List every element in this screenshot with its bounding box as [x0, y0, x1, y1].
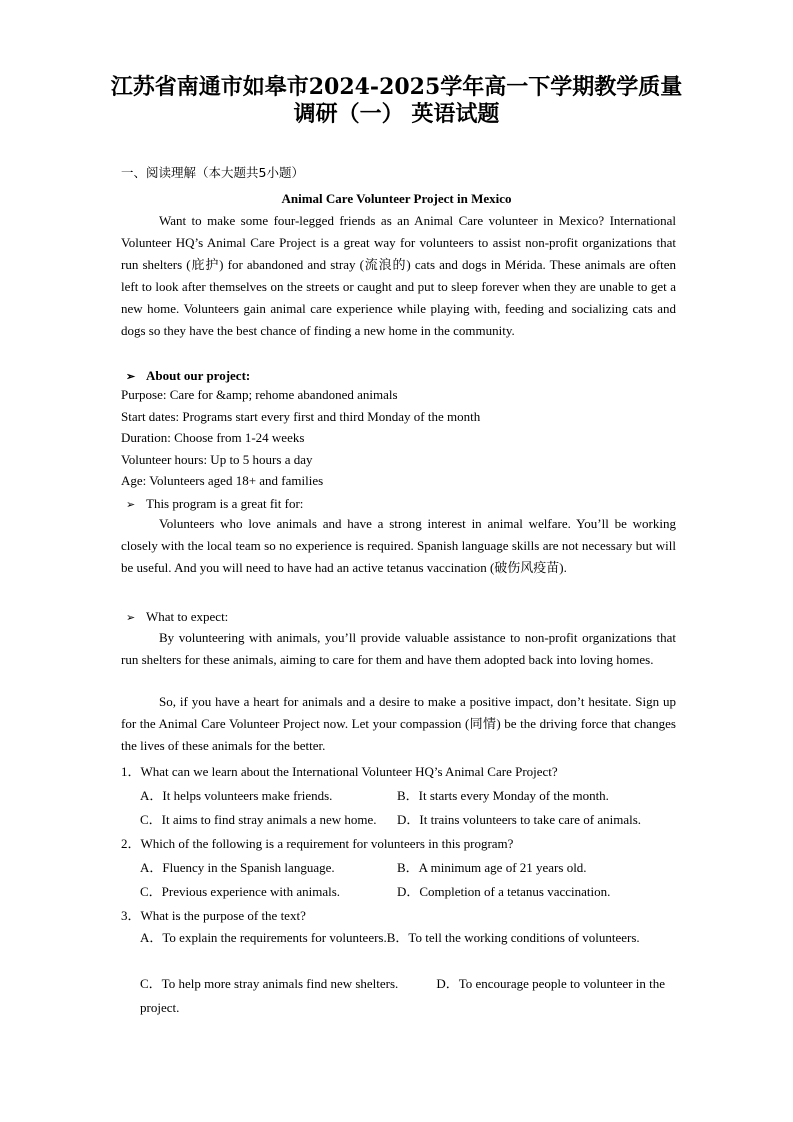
question-1-option-a: A．It helps volunteers make friends. [140, 788, 333, 803]
about-item: Volunteer hours: Up to 5 hours a day [121, 452, 313, 467]
title-line-1: 江苏省南通市如皋市2024-2025学年高一下学期教学质量 [110, 74, 683, 100]
question-1-option-b: B．It starts every Monday of the month. [397, 788, 609, 803]
arrow-bullet-icon: ➢ [126, 371, 136, 383]
fit-heading [126, 496, 303, 512]
question-3-option-c: C．To help more stray animals find new shelters. [140, 976, 399, 991]
paragraph-3: By volunteering with animals, you’ll provide valuable assistance to non-profit organizations that run shelters for these animals, aiming to care for them and have them adopted back into loving homes. [121, 630, 676, 667]
about-item: Age: Volunteers aged 18+ and families [121, 473, 324, 488]
section-heading: 一、阅读理解（本大题共5小题） [121, 165, 304, 180]
question-2-option-a: A．Fluency in the Spanish language. [140, 860, 335, 875]
about-item: Purpose: Care for &amp; rehome abandoned animals [121, 387, 398, 402]
paragraph-4: So, if you have a heart for animals and a desire to make a positive impact, don’t hesitate. Sign up for the Animal Care Volunteer Project now. Let your compassion (同情) be the driving force that changes the lives of these animals for the better. [121, 694, 676, 753]
paragraph-2: Volunteers who love animals and have a strong interest in animal welfare. You’ll be working closely with the local team so no experience is required. Spanish language skills are not necessary but will be useful. And you will need to have had an active tetanus vaccination (破伤风疫苗). [121, 516, 676, 575]
question-3-stem: 3．What is the purpose of the text? [121, 908, 306, 923]
title-line-2: 调研（一） 英语试题 [293, 101, 500, 127]
fit-heading-text: This program is a great fit for: [146, 496, 304, 511]
question-3-options-ab [140, 926, 676, 950]
about-item: Duration: Choose from 1-24 weeks [121, 430, 305, 445]
question-1-option-d: D．It trains volunteers to take care of animals. [397, 812, 642, 827]
about-heading-text: About our project: [146, 368, 251, 383]
paragraph-1: Want to make some four-legged friends as an Animal Care volunteer in Mexico? International Volunteer HQ’s Animal Care Project is a great way for volunteers to assist non-profit organizations that run shelters (庇护) for abandoned and stray (流浪的) cats and dogs in Mérida. These animals are often left to look after themselves on the streets or caught and put to sleep forever when they are unable to get a new home. Volunteers gain animal care experience while playing with, feeding and socializing cats and dogs so they have the best chance of finding a new home in the community. [121, 213, 676, 338]
question-2-option-c: C．Previous experience with animals. [140, 884, 341, 899]
question-3-option-b: B．To tell the working conditions of volunteers. [386, 930, 640, 945]
question-3-option-a: A．To explain the requirements for volunteers. [140, 930, 387, 945]
question-1-option-c: C．It aims to find stray animals a new home. [140, 812, 377, 827]
question-2-option-d: D．Completion of a tetanus vaccination. [397, 884, 611, 899]
question-2-option-b: B．A minimum age of 21 years old. [397, 860, 587, 875]
arrow-bullet-icon: ➢ [126, 499, 136, 511]
about-item: Start dates: Programs start every first and third Monday of the month [121, 409, 481, 424]
question-3-options-cd [140, 972, 676, 1020]
arrow-bullet-icon: ➢ [126, 612, 136, 624]
expect-heading [126, 609, 228, 625]
expect-heading-text: What to expect: [146, 609, 229, 624]
passage-title: Animal Care Volunteer Project in Mexico [281, 191, 512, 206]
about-heading [126, 368, 250, 384]
question-2-stem: 2．Which of the following is a requirement for volunteers in this program? [121, 836, 514, 851]
question-1-stem: 1．What can we learn about the International Volunteer HQ’s Animal Care Project? [121, 764, 558, 779]
question-3-option-d: D．To encourage people to volunteer in the project. [140, 976, 665, 1015]
